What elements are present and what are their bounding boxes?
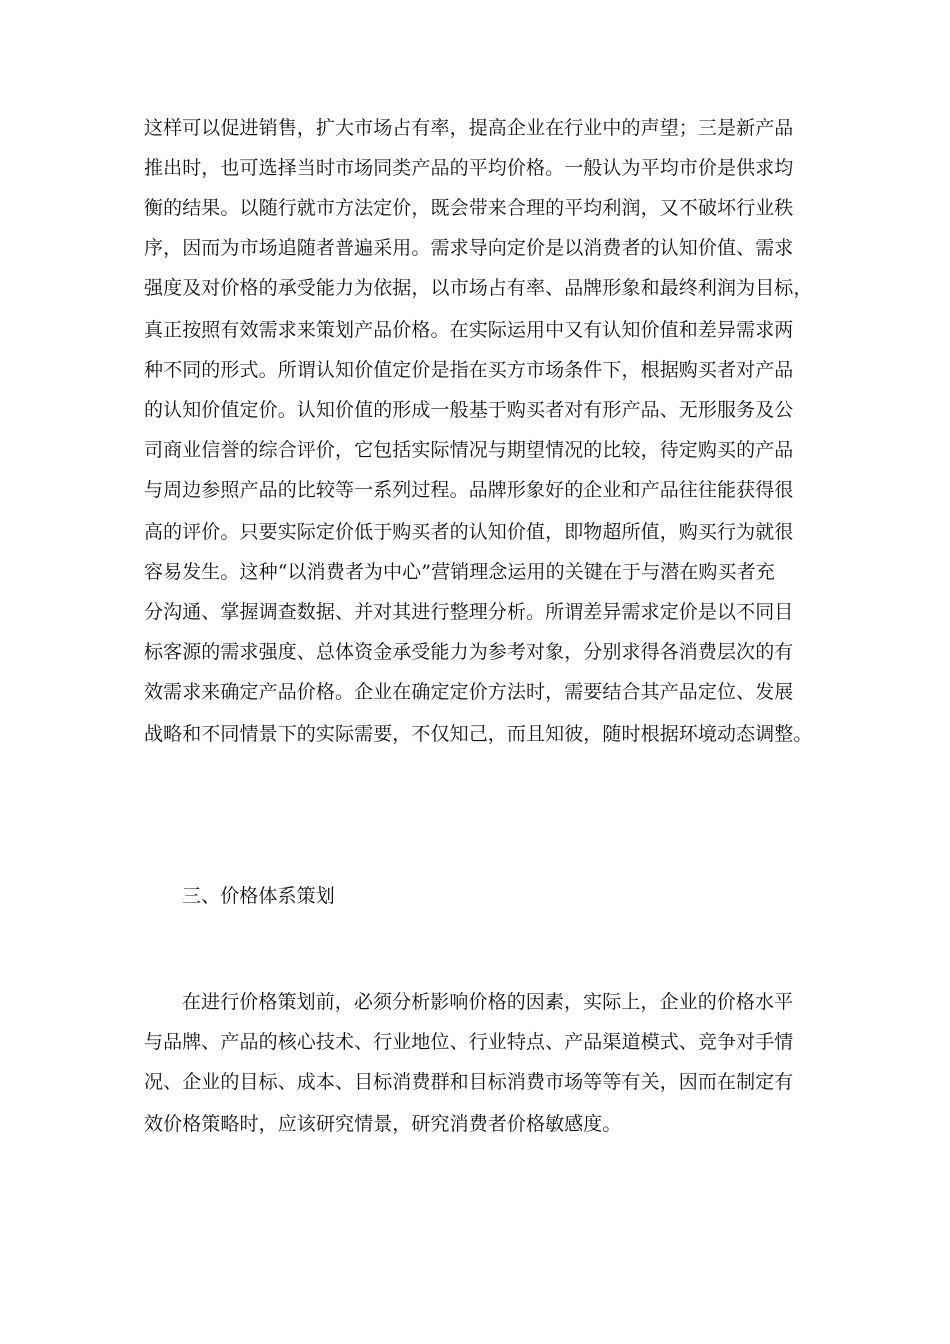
paragraph-1-line: 序，因而为市场追随者普遍采用。需求导向定价是以消费者的认知价值、需求 (144, 237, 794, 259)
section-heading: 三、价格体系策划 (182, 885, 335, 907)
paragraph-1-line: 种不同的形式。所谓认知价值定价是指在买方市场条件下，根据购买者对产品 (144, 359, 794, 381)
paragraph-1-line: 真正按照有效需求来策划产品价格。在实际运用中又有认知价值和差异需求两 (144, 319, 794, 341)
paragraph-1-line: 司商业信誉的综合评价，它包括实际情况与期望情况的比较，待定购买的产品 (144, 439, 794, 461)
paragraph-1-line: 推出时，也可选择当时市场同类产品的平均价格。一般认为平均市价是供求均 (144, 157, 794, 179)
paragraph-1-line: 效需求来确定产品价格。企业在确定定价方法时，需要结合其产品定位、发展 (144, 681, 794, 703)
paragraph-1-line: 分沟通、掌握调查数据、并对其进行整理分析。所谓差异需求定价是以不同目 (144, 601, 794, 623)
paragraph-2-line: 与品牌、产品的核心技术、行业地位、行业特点、产品渠道模式、竞争对手情 (144, 1031, 794, 1053)
paragraph-1-line: 与周边参照产品的比较等一系列过程。品牌形象好的企业和产品往往能获得很 (144, 479, 794, 501)
paragraph-1-line: 容易发生。这种“以消费者为中心”营销理念运用的关键在于与潜在购买者充 (144, 561, 775, 583)
paragraph-2-line: 效价格策略时，应该研究情景，研究消费者价格敏感度。 (144, 1113, 622, 1135)
paragraph-2-line: 况、企业的目标、成本、目标消费群和目标消费市场等等有关，因而在制定有 (144, 1071, 794, 1093)
paragraph-1-line: 标客源的需求强度、总体资金承受能力为参考对象，分别求得各消费层次的有 (144, 641, 794, 663)
paragraph-1-line: 高的评价。只要实际定价低于购买者的认知价值，即物超所值，购买行为就很 (144, 521, 794, 543)
paragraph-1-line: 战略和不同情景下的实际需要，不仅知己，而且知彼，随时根据环境动态调整。 (144, 723, 813, 745)
paragraph-1-line: 这样可以促进销售，扩大市场占有率，提高企业在行业中的声望；三是新产品 (144, 117, 794, 139)
paragraph-1-line: 的认知价值定价。认知价值的形成一般基于购买者对有形产品、无形服务及公 (144, 399, 794, 421)
paragraph-1-line: 衡的结果。以随行就市方法定价，既会带来合理的平均利润，又不破坏行业秩 (144, 197, 794, 219)
paragraph-1-line: 强度及对价格的承受能力为依据，以市场占有率、品牌形象和最终利润为目标， (144, 277, 813, 299)
paragraph-2-line: 在进行价格策划前，必须分析影响价格的因素，实际上，企业的价格水平 (182, 991, 794, 1013)
